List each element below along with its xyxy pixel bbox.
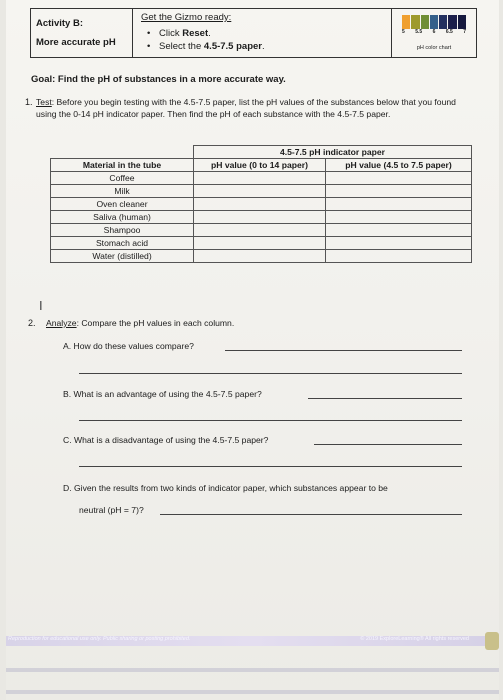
answer-line-2c[interactable] — [314, 444, 462, 445]
answer-line-2a[interactable] — [225, 350, 462, 351]
ph-color-swatch — [402, 15, 410, 29]
answer-line-2c-extra[interactable] — [79, 466, 462, 467]
ph-0-14-cell[interactable] — [194, 224, 326, 237]
ph-tick: 5 — [402, 29, 405, 35]
table-row — [51, 237, 472, 250]
answer-line-2b-extra[interactable] — [79, 420, 462, 421]
question-1-body: : Before you begin testing with the 4.5-7.5 paper, list the pH values of the substances below that you found using the 0-14 pH indicator paper. Then find the pH of each substance with the 4.5-7.5 paper. — [36, 97, 456, 119]
question-2d-continued: neutral (pH = 7)? — [79, 505, 144, 515]
table-row — [51, 250, 472, 263]
activity-box — [30, 8, 133, 58]
gizmos-logo-icon — [485, 632, 499, 650]
footer-band — [6, 636, 499, 646]
bullet-select-paper: • Select the 4.5-7.5 paper. — [147, 41, 265, 52]
question-2c: C. What is a disadvantage of using the 4.5-7.5 paper? — [63, 435, 269, 445]
table-row — [51, 198, 472, 211]
answer-line-2a-extra[interactable] — [79, 373, 462, 374]
ph-0-14-cell[interactable] — [194, 185, 326, 198]
question-2a: A. How do these values compare? — [63, 341, 194, 351]
question-2-body: : Compare the pH values in each column. — [76, 318, 235, 328]
bullet-dot-icon: • — [147, 41, 151, 52]
ph-tick: 5.5 — [415, 29, 423, 35]
ph-color-swatch — [421, 15, 429, 29]
question-2-text — [46, 318, 234, 328]
header-ph-0-14: pH value (0 to 14 paper) — [194, 159, 326, 172]
ph-tick: 7 — [463, 29, 466, 35]
page-edge-stripe — [6, 668, 499, 672]
answer-line-2b[interactable] — [308, 398, 462, 399]
material-name: Oven cleaner — [51, 198, 194, 211]
table-row — [51, 185, 472, 198]
ph-4-5-7-5-cell[interactable] — [326, 172, 472, 185]
table-row — [51, 224, 472, 237]
ph-0-14-cell[interactable] — [194, 198, 326, 211]
ph-results-table — [50, 145, 472, 263]
question-2-label: Analyze — [46, 318, 77, 328]
activity-subtitle: More accurate pH — [36, 37, 116, 48]
material-name: Shampoo — [51, 224, 194, 237]
bullet-dot-icon: • — [147, 28, 151, 39]
gizmo-ready-title: Get the Gizmo ready: — [141, 12, 232, 23]
header-ph-4-5-7-5: pH value (4.5 to 7.5 paper) — [326, 159, 472, 172]
ph-color-swatch — [430, 15, 438, 29]
ph-color-swatches — [402, 15, 466, 29]
table-row — [51, 172, 472, 185]
question-2-number: 2. — [28, 318, 36, 328]
ph-tick: 6.5 — [445, 29, 453, 35]
goal-statement: Goal: Find the pH of substances in a more accurate way. — [31, 74, 286, 85]
ph-color-chart-box — [391, 8, 477, 58]
material-name: Stomach acid — [51, 237, 194, 250]
ph-tick-labels — [402, 29, 466, 35]
question-2d: D. Given the results from two kinds of indicator paper, which substances appear to be — [63, 483, 388, 493]
table-row — [51, 211, 472, 224]
ph-4-5-7-5-cell[interactable] — [326, 224, 472, 237]
table-corner — [51, 146, 194, 159]
question-1-text — [36, 97, 466, 121]
ph-0-14-cell[interactable] — [194, 172, 326, 185]
ph-4-5-7-5-cell[interactable] — [326, 250, 472, 263]
material-name: Milk — [51, 185, 194, 198]
ph-0-14-cell[interactable] — [194, 250, 326, 263]
bullet-reset: • Click Reset. — [147, 28, 211, 39]
material-name: Water (distilled) — [51, 250, 194, 263]
question-1-label: Test — [36, 97, 52, 107]
ph-0-14-cell[interactable] — [194, 211, 326, 224]
ph-color-swatch — [458, 15, 466, 29]
question-1-number: 1. — [25, 97, 33, 107]
ph-tick: 6 — [432, 29, 436, 35]
ph-4-5-7-5-cell[interactable] — [326, 211, 472, 224]
footer-notice: Reproduction for educational use only. Public sharing or posting prohibited. — [8, 636, 191, 642]
table-group-header: 4.5-7.5 pH indicator paper — [194, 146, 472, 159]
header-material: Material in the tube — [51, 159, 194, 172]
gizmo-instructions-box — [132, 8, 392, 58]
page-edge-stripe — [6, 690, 499, 694]
ph-0-14-cell[interactable] — [194, 237, 326, 250]
text-cursor-icon: I — [39, 298, 43, 313]
ph-4-5-7-5-cell[interactable] — [326, 198, 472, 211]
footer-copyright: © 2019 ExploreLearning® All rights reserved — [360, 636, 469, 642]
ph-4-5-7-5-cell[interactable] — [326, 237, 472, 250]
material-name: Coffee — [51, 172, 194, 185]
material-name: Saliva (human) — [51, 211, 194, 224]
worksheet-page — [6, 0, 499, 700]
ph-color-swatch — [439, 15, 447, 29]
ph-color-swatch — [448, 15, 456, 29]
ph-chart-caption: pH color chart — [416, 45, 452, 51]
answer-line-2d[interactable] — [160, 514, 462, 515]
ph-color-swatch — [411, 15, 419, 29]
question-2b: B. What is an advantage of using the 4.5-7.5 paper? — [63, 389, 262, 399]
activity-label: Activity B: — [36, 18, 83, 29]
ph-4-5-7-5-cell[interactable] — [326, 185, 472, 198]
